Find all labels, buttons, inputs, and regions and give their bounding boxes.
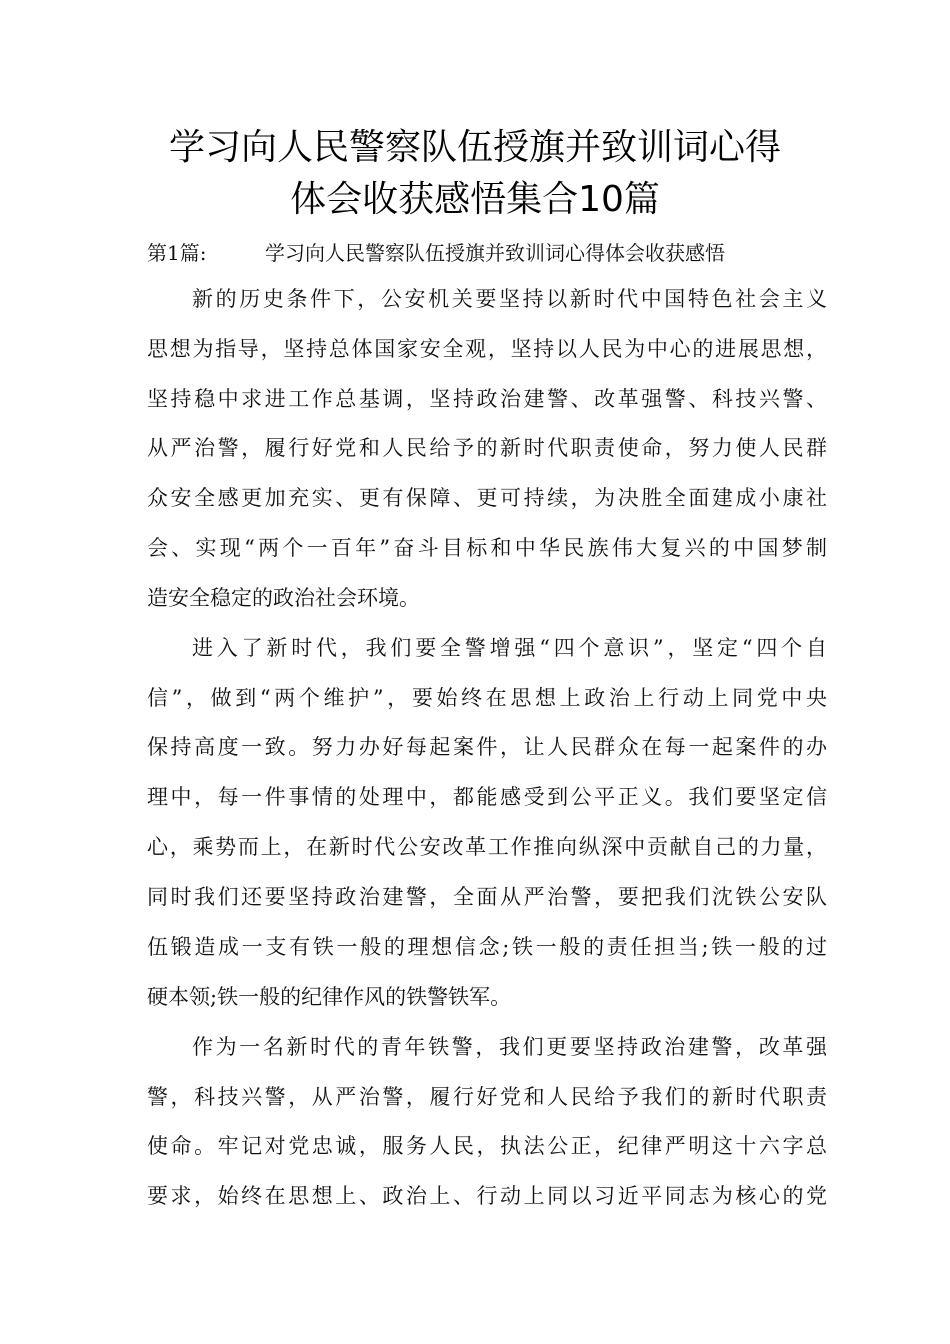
paragraph-line: 警，科技兴警，从严治警，履行好党和人民给予我们的新时代职责 [147,1085,827,1109]
paragraph-line: 同时我们还要坚持政治建警，全面从严治警，要把我们沈铁公安队 [147,885,827,909]
paragraph-line: 思想为指导，坚持总体国家安全观，坚持以人民为中心的进展思想， [147,337,827,361]
paragraph-line: 硬本领;铁一般的纪律作风的铁警铁军。 [147,985,512,1009]
paragraph-line: 会、实现“两个一百年”奋斗目标和中华民族伟大复兴的中国梦制 [147,536,827,560]
paragraph-line: 心，乘势而上，在新时代公安改革工作推向纵深中贡献自己的力量， [147,835,827,859]
paragraph-line: 进入了新时代，我们要全警增强“四个意识”，坚定“四个自 [192,636,827,660]
paragraph-line: 理中，每一件事情的处理中，都能感受到公平正义。我们要坚定信 [147,785,827,809]
paragraph-line: 众安全感更加充实、更有保障、更可持续，为决胜全面建成小康社 [147,486,827,510]
paragraph-line: 信”，做到“两个维护”，要始终在思想上政治上行动上同党中央 [147,686,827,710]
chapter-heading [147,238,827,268]
title-line-2: 体会收获感悟集合10篇 [290,179,660,220]
chapter-title: 学习向人民警察队伍授旗并致训词心得体会收获感悟 [265,241,725,265]
paragraph-line: 使命。牢记对党忠诚，服务人民，执法公正，纪律严明这十六字总 [147,1134,827,1158]
title-line-1: 学习向人民警察队伍授旗并致训词心得 [168,127,781,168]
paragraph-line: 造安全稳定的政治社会环境。 [147,586,420,610]
document-title [0,122,950,226]
paragraph-line: 要求，始终在思想上、政治上、行动上同以习近平同志为核心的党 [147,1184,827,1208]
paragraph-line: 从严治警，履行好党和人民给予的新时代职责使命，努力使人民群 [147,436,827,460]
paragraph-line: 坚持稳中求进工作总基调，坚持政治建警、改革强警、科技兴警、 [147,387,827,411]
paragraph-line: 作为一名新时代的青年铁警，我们更要坚持政治建警，改革强 [192,1035,827,1059]
paragraph-line: 保持高度一致。努力办好每起案件，让人民群众在每一起案件的办 [147,735,827,759]
paragraph-line: 伍锻造成一支有铁一般的理想信念;铁一般的责任担当;铁一般的过 [147,935,827,959]
chapter-label: 第1篇: [147,241,207,265]
paragraph-line: 新的历史条件下，公安机关要坚持以新时代中国特色社会主义 [192,287,827,311]
